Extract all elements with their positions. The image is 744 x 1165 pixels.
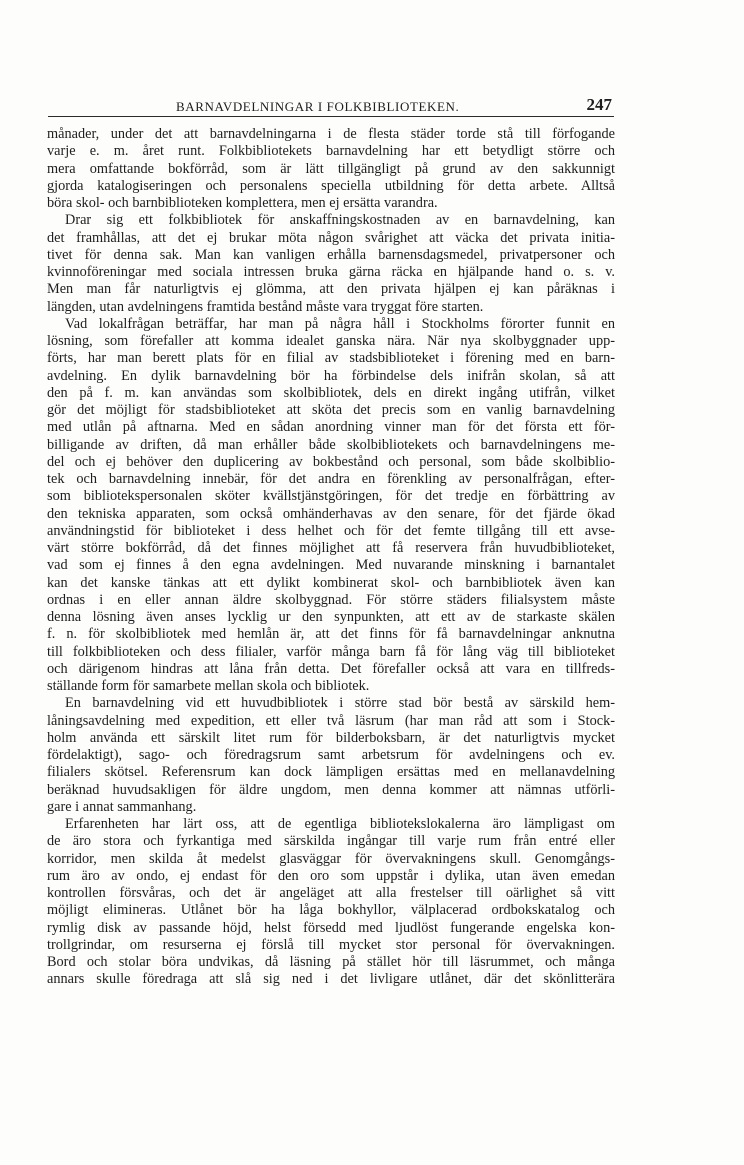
text-line: böra skol- och barnbiblioteken komplettera, men ej ersätta varandra. <box>47 195 438 211</box>
text-line: beräknad huvudsakligen för äldre ungdom, men denna kommer att nämnas utförli- <box>47 781 615 798</box>
text-line: värt större bokförråd, då det finnes möjlighet att få reservera från huvudbiblioteket, <box>47 540 615 556</box>
text-line: avdelning. En dylik barnavdelning bör ha förbindelse dels inifrån skolan, så att <box>47 367 615 384</box>
text-line: de äro stora och fyrkantiga med särskilda ingångar till varje rum från entré eller <box>47 833 615 850</box>
text-line: trollgrindar, om resurserna ej förslå till mycket stor personal för övervakningen. <box>47 936 615 953</box>
page-header <box>48 96 614 117</box>
text-line: förts, har man berett plats för en filial av stadsbiblioteket i förening med en barn- <box>47 350 615 367</box>
text-line: fördelaktigt), sago- och föredragsrum samt arbetsrum för avdelningens och ev. <box>47 747 615 763</box>
text-line: kontrollen försvåras, och det är angeläget att alla frestelser till oärlighet så vitt <box>47 885 615 901</box>
text-line: vad som ej finnes å den egna avdelningen. Med nuvarande minskning i barnantalet <box>47 557 615 574</box>
text-line: annars skulle föredraga att slå sig ned i det livligare utlånet, där det skönlitterära <box>47 971 615 988</box>
text-line: holm använda ett särskilt litet rum för bilderboksbarn, är det naturligtvis mycket <box>47 729 615 746</box>
text-line: den på f. m. kan användas som skolbibliotek, dels en direkt ingång utifrån, vilket <box>47 384 615 401</box>
text-line: gare i annat sammanhang. <box>47 798 197 815</box>
text-line: som bibliotekspersonalen sköter kvällstjänstgöringen, för det tredje en förbättring av <box>47 488 615 505</box>
text-line: Bord och stolar böra undvikas, då läsning på stället hör till läsrummet, och många <box>47 954 615 970</box>
text-line: ställande form för samarbete mellan skola och bibliotek. <box>47 678 370 694</box>
text-line: låningsavdelning med expedition, ett eller två läsrum (har man råd att som i Stock- <box>47 712 615 729</box>
text-line: den tekniska apparaten, som också omhänderhavas av den senare, för det fjärde ökad <box>47 505 615 522</box>
text-line: denna lösning även anses lycklig ur den synpunkten, att ett av de starkaste skälen <box>47 609 615 625</box>
paragraph-first-line: En barnavdelning vid ett huvudbibliotek i större stad bör bestå av särskild hem- <box>65 695 615 712</box>
text-line: kan det kanske tänkas att ett dylikt kombinerat skol- och barnbibliotek även kan <box>47 574 615 591</box>
paragraph-first-line: Drar sig ett folkbibliotek för anskaffningskostnaden av en barnavdelning, kan <box>65 212 615 229</box>
text-line: rum äro av ondo, ej endast för den oro som uppstår i dylika, utan även emedan <box>47 867 615 884</box>
text-line: månader, under det att barnavdelningarna i de flesta städer torde stå till förfogande <box>47 126 615 142</box>
text-line: till folkbiblioteken och dess filialer, varför många barn få för lång väg till biblioteket <box>47 643 615 660</box>
text-line: lösning, som förefaller att komma idealet ganska nära. När nya skolbyggnader upp- <box>47 333 615 349</box>
text-line: filialers skötsel. Referensrum kan dock lämpligen ersättas med en mellanavdelning <box>47 764 615 781</box>
text-line: kvinnoföreningar med sociala intressen bruka gärna räcka en hjälpande hand o. s. v. <box>47 264 615 280</box>
text-line: rymlig disk av passande höjd, helst försedd med ljudlöst fungerande engelska kon- <box>47 919 615 936</box>
text-line: tek och barnavdelning innebär, för det andra en förenkling av personalfrågan, efter- <box>47 471 615 487</box>
text-line: användningstid för biblioteket i dess helhet och för det femte tillgång till ett avse- <box>47 522 615 539</box>
text-line: f. n. för skolbibliotek med hemlån är, att det finns för få barnavdelningar anknutna <box>47 626 615 643</box>
text-line: med utlån på aftnarna. Med en sådan anordning vinner man för det första ett för- <box>47 419 615 436</box>
text-line: och därigenom hindras att låna från detta. Det förefaller också att vara en tillfreds- <box>47 660 615 677</box>
text-line: Men man får naturligtvis ej glömma, att den privata hjälpen ej kan påräknas i <box>47 281 615 298</box>
text-line: mera omfattande bokförråd, som är lätt tillgängligt på grund av den sakkunnigt <box>47 160 615 177</box>
text-line: korridor, men skilda åt medelst glasväggar för övervakningens skull. Genomgångs- <box>47 850 615 867</box>
page-number: 247 <box>586 95 612 114</box>
text-line: del och ej behöver den duplicering av bokbestånd och personal, som både skolbiblio- <box>47 453 615 470</box>
paragraph-first-line: Erfarenheten har lärt oss, att de egentliga bibliotekslokalerna äro lämpligast om <box>65 816 615 832</box>
text-line: möjligt elimineras. Utlånet bör ha låga bokhyllor, välplacerad ordbokskatalog och <box>47 902 615 919</box>
text-line: det framhållas, att det ej brukar möta någon svårighet att väcka det privata initia- <box>47 229 615 246</box>
text-line: varje e. m. året runt. Folkbibliotekets barnavdelning har ett betydligt större och <box>47 143 615 160</box>
text-line: tivet för denna sak. Man kan vanligen erhålla barnensdagsmedel, privatpersoner och <box>47 246 615 263</box>
text-line: ordnas i en eller annan äldre skolbyggnad. För större städers filialsystem måste <box>47 591 615 608</box>
text-line: billigande av driften, då man erhåller både skolbibliotekets och barnavdelningens me- <box>47 436 615 453</box>
paragraph-first-line: Vad lokalfrågan beträffar, har man på några håll i Stockholms förorter funnit en <box>65 315 615 332</box>
running-head: BARNAVDELNINGAR I FOLKBIBLIOTEKEN. <box>176 99 460 114</box>
text-line: gjorda katalogiseringen och personalens speciella utbildning för detta arbete. Alltså <box>47 177 615 194</box>
text-line: gör det möjligt för stadsbiblioteket att sköta det precis som en vanlig barnavdelning <box>47 402 615 418</box>
body-text <box>47 126 615 989</box>
text-line: längden, utan avdelningens framtida bestånd måste vara tryggat före starten. <box>47 298 484 315</box>
